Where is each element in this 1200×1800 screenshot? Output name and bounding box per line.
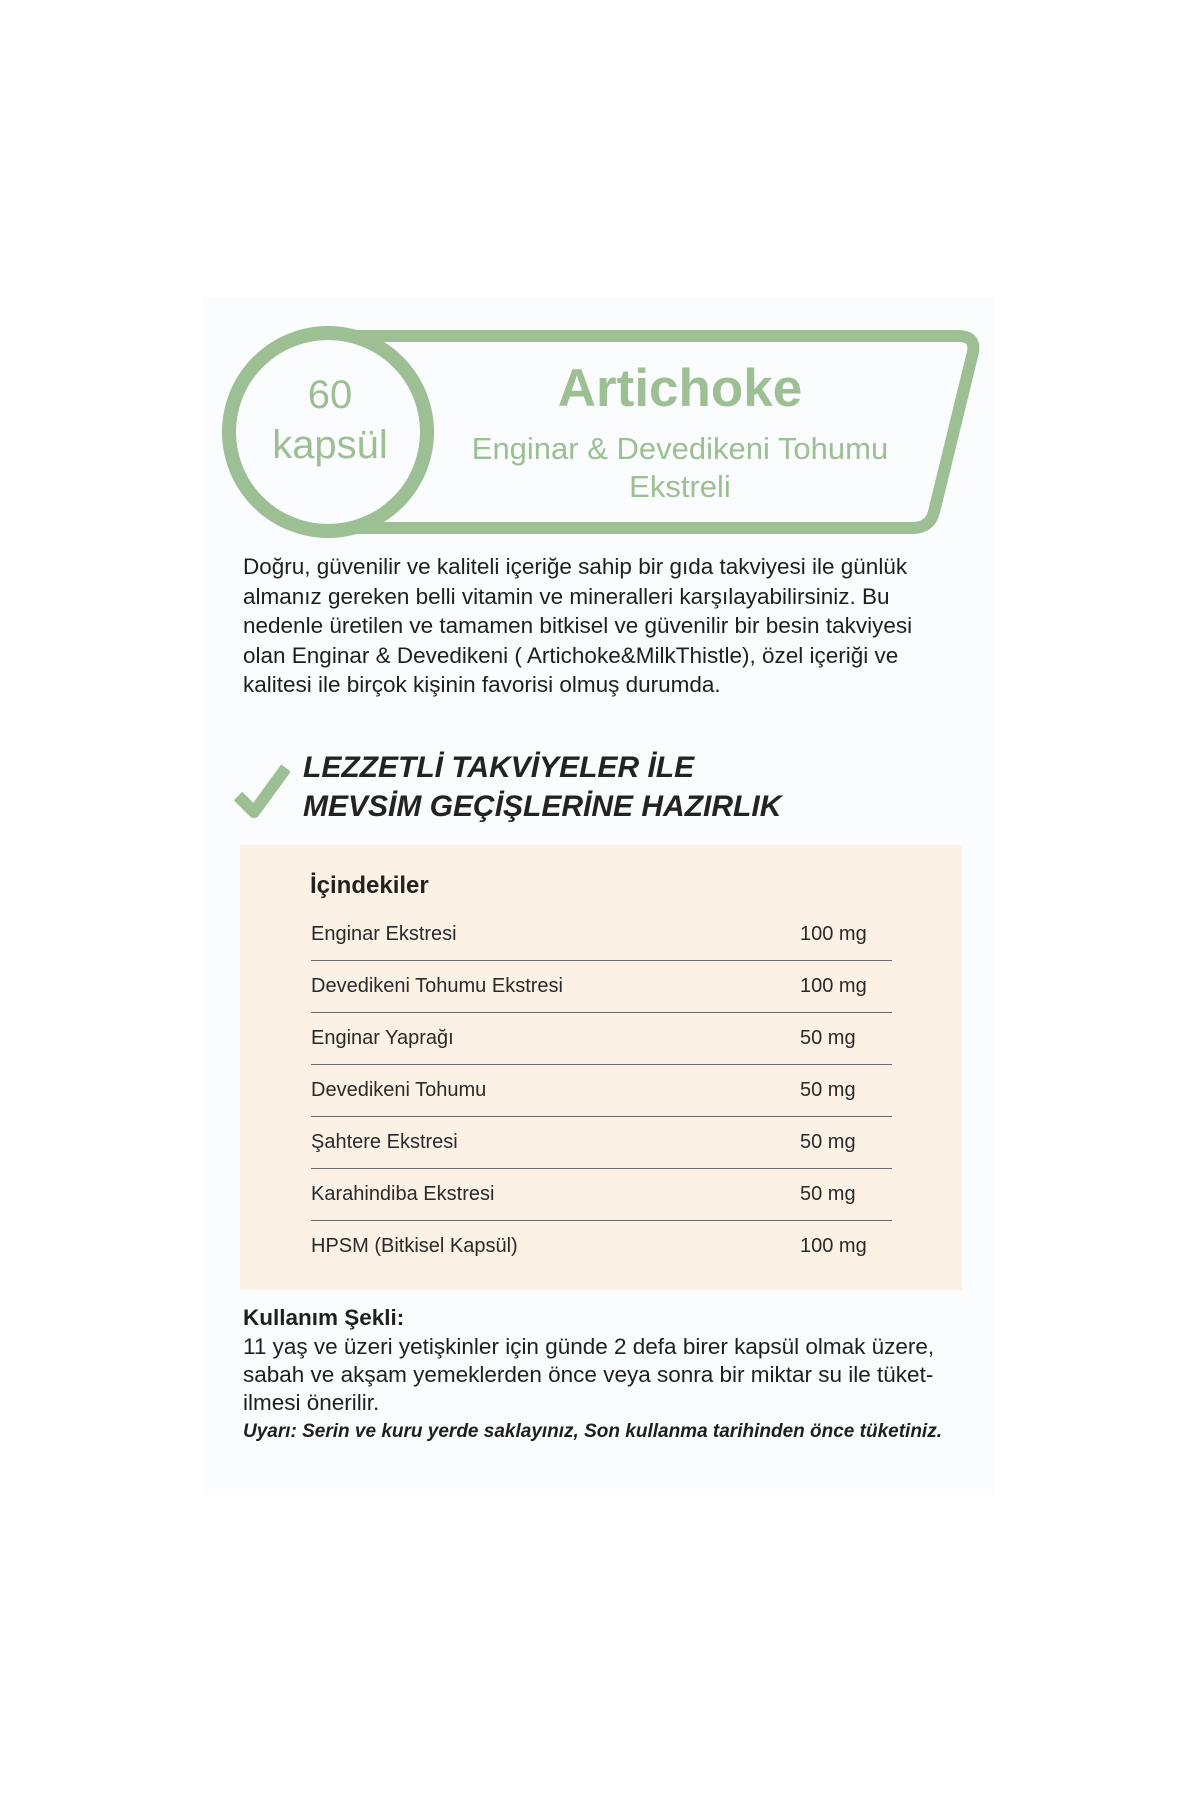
ingredient-amount: 100 mg (800, 923, 867, 945)
slogan-line-1: LEZZETLİ TAKVİYELER İLE (303, 751, 695, 784)
slogan-heading (303, 748, 943, 826)
intro-paragraph: Doğru, güvenilir ve kaliteli içeriğe sahip bir gıda takviyesi ile günlük almanız gereken belli vitamin ve mineralleri karşılayabilirsiniz. Bu nedenle üretilen ve tamamen bitkisel ve güvenilir bir besin takviyesi olan Enginar & Devedikeni ( Artichoke&MilkThistle), özel içeriği ve kalitesi ile birçok kişinin favorisi olmuş durumda. (243, 554, 913, 697)
ingredient-amount: 50 mg (800, 1027, 856, 1049)
ingredient-name: Enginar Ekstresi (311, 923, 457, 945)
product-title: Artichoke (557, 359, 803, 418)
ingredient-name: Devedikeni Tohumu Ekstresi (311, 975, 563, 997)
checkmark-icon (234, 762, 290, 822)
ingredient-name: HPSM (Bitkisel Kapsül) (311, 1235, 518, 1257)
capsule-unit: kapsül (272, 423, 388, 467)
ingredients-table (311, 909, 892, 1272)
ingredient-amount: 50 mg (800, 1079, 856, 1101)
subtitle-line-1: Enginar & Devedikeni Tohumu (471, 431, 889, 466)
ingredient-amount: 50 mg (800, 1183, 856, 1205)
subtitle-line-2: Ekstreli (629, 469, 731, 504)
ingredient-row (311, 1221, 892, 1273)
ingredient-amount: 50 mg (800, 1131, 856, 1153)
ingredient-row (311, 961, 892, 1013)
ingredient-row (311, 909, 892, 961)
storage-warning: Uyarı: Serin ve kuru yerde saklayınız, Son kullanma tarihinden önce tüketiniz. (243, 1421, 942, 1442)
capsule-count: 60 (307, 373, 353, 417)
ingredient-amount: 100 mg (800, 1235, 867, 1257)
ingredient-name: Şahtere Ekstresi (311, 1131, 458, 1153)
slogan-line-2: MEVSİM GEÇİŞLERİNE HAZIRLIK (303, 790, 782, 823)
ingredient-row (311, 1169, 892, 1221)
ingredient-amount: 100 mg (800, 975, 867, 997)
product-subtitle (420, 430, 940, 506)
ingredient-name: Enginar Yaprağı (311, 1027, 454, 1049)
ingredient-row (311, 1117, 892, 1169)
ingredient-name: Devedikeni Tohumu (311, 1079, 487, 1101)
ingredient-row (311, 1065, 892, 1117)
usage-text: 11 yaş ve üzeri yetişkinler için günde 2 defa birer kapsül olmak üzere, sabah ve akşam yemeklerden önce veya sonra bir miktar su ile tüketilmesi önerilir. (243, 1334, 935, 1415)
ingredient-row (311, 1013, 892, 1065)
ingredient-name: Karahindiba Ekstresi (311, 1183, 495, 1205)
ingredients-title: İçindekiler (310, 872, 429, 899)
usage-heading: Kullanım Şekli: (243, 1305, 405, 1330)
